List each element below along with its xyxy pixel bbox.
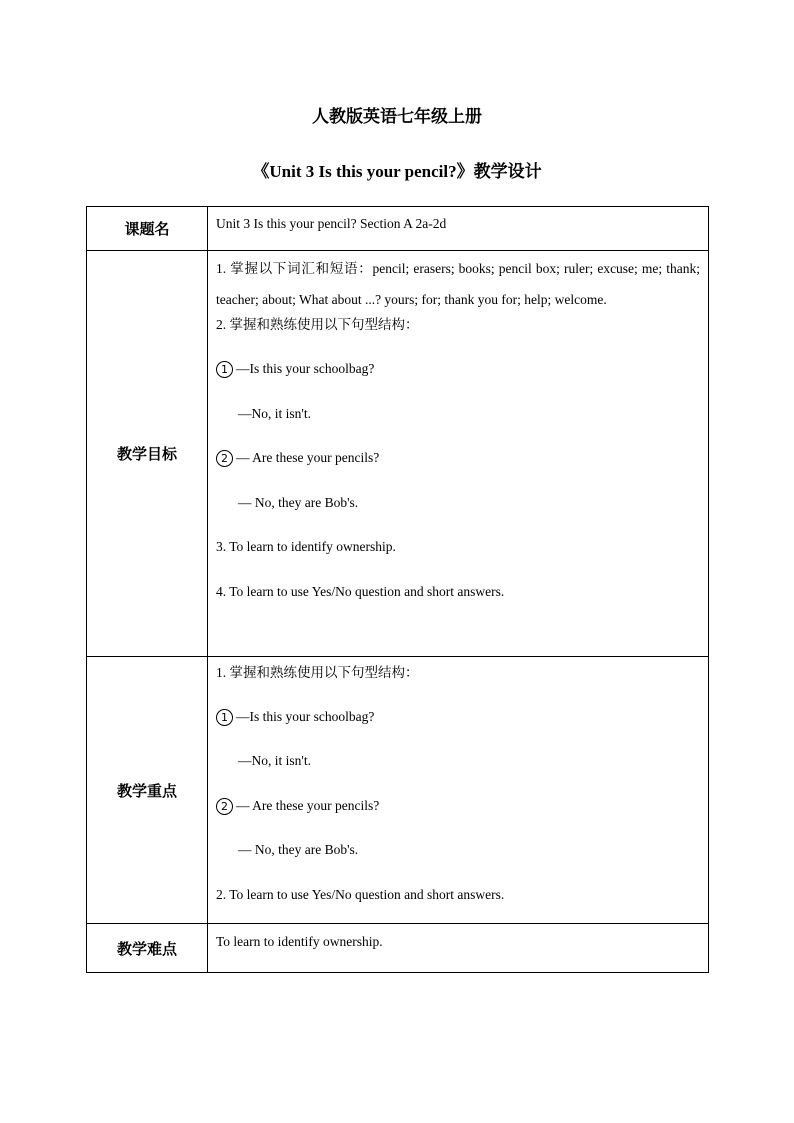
table-row-topic	[87, 207, 709, 251]
goals-label: 教学目标	[87, 251, 208, 657]
key-points-question-1	[216, 707, 700, 727]
circled-number-2: 2	[216, 450, 233, 467]
goals-question-1	[216, 359, 700, 379]
key-points-cell	[208, 657, 709, 924]
table-row-key-points	[87, 657, 709, 924]
goals-item-3: 3. To learn to identify ownership.	[216, 539, 396, 554]
difficulties-label: 教学难点	[87, 924, 208, 973]
topic-cell	[208, 207, 709, 251]
table-row-difficulties	[87, 924, 709, 973]
goals-question-1-text: —Is this your schoolbag?	[236, 361, 375, 376]
key-points-question-1-text: —Is this your schoolbag?	[236, 709, 375, 724]
lesson-plan-table	[86, 206, 709, 973]
circled-number-1: 1	[216, 361, 233, 378]
key-points-question-2-text: — Are these your pencils?	[236, 798, 380, 813]
goals-answer-2: — No, they are Bob's.	[238, 495, 359, 510]
goals-answer-1: —No, it isn't.	[238, 406, 311, 421]
key-points-label: 教学重点	[87, 657, 208, 924]
topic-label: 课题名	[87, 207, 208, 251]
circled-number-2: 2	[216, 798, 233, 815]
goals-item-2: 2. 掌握和熟练使用以下句型结构：	[216, 317, 419, 332]
topic-value: Unit 3 Is this your pencil? Section A 2a-2d	[216, 216, 447, 231]
table-row-goals	[87, 251, 709, 657]
document-subtitle: 《Unit 3 Is this your pencil?》教学设计	[252, 162, 542, 181]
document-title: 人教版英语七年级上册	[312, 107, 482, 127]
key-points-item-1: 1. 掌握和熟练使用以下句型结构：	[216, 665, 419, 680]
goals-item-4: 4. To learn to use Yes/No question and short answers.	[216, 584, 505, 599]
key-points-question-2	[216, 796, 700, 816]
circled-number-1: 1	[216, 709, 233, 726]
key-points-answer-1: —No, it isn't.	[238, 753, 311, 768]
difficulties-value: To learn to identify ownership.	[216, 934, 383, 949]
key-points-item-2: 2. To learn to use Yes/No question and short answers.	[216, 887, 505, 902]
goals-question-2-text: — Are these your pencils?	[236, 450, 380, 465]
key-points-answer-2: — No, they are Bob's.	[238, 842, 359, 857]
difficulties-cell	[208, 924, 709, 973]
goals-item-1: 1. 掌握以下词汇和短语：pencil; erasers; books; pencil box; ruler; excuse; me; thank; teacher; about; What about ...? yours; for; thank you for; help; welcome.	[216, 261, 700, 307]
goals-question-2	[216, 448, 700, 468]
goals-cell	[208, 251, 709, 657]
